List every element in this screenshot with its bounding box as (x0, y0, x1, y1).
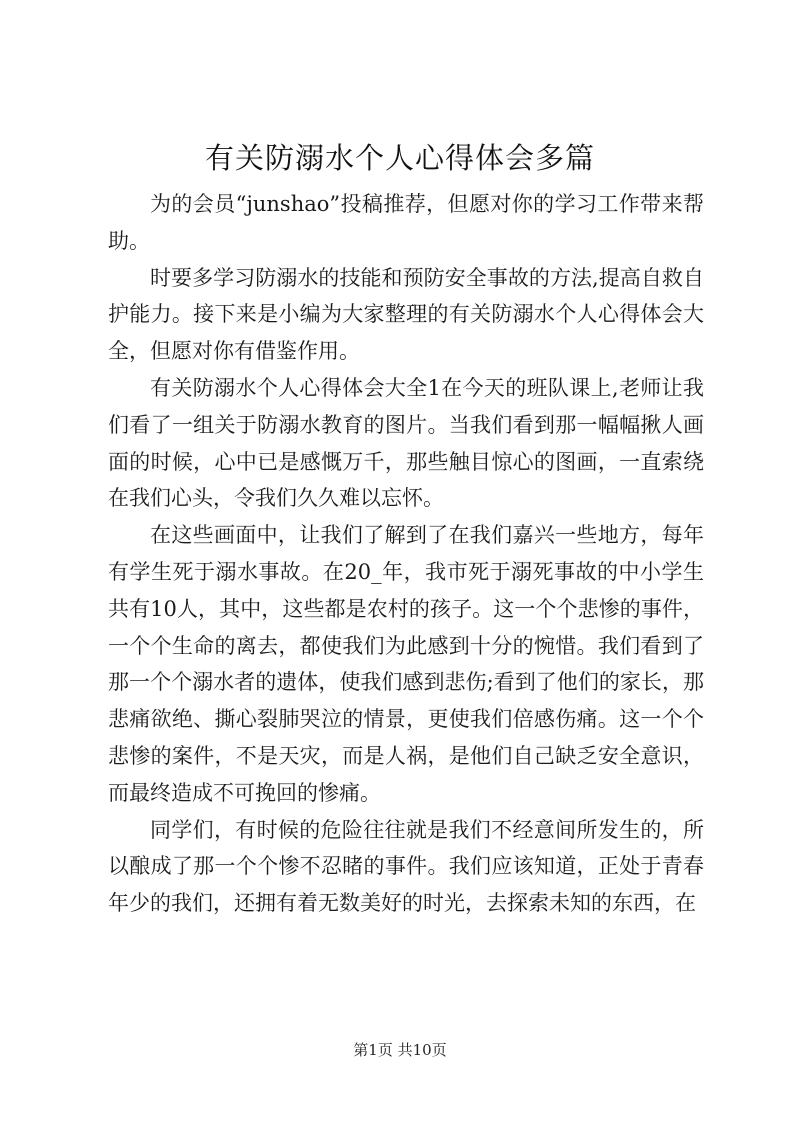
page-number-footer: 第1页 共10页 (353, 1041, 447, 1059)
document-title: 有关防溺水个人心得体会多篇 (204, 141, 595, 175)
paragraph-accidents: 在这些画面中，让我们了解到了在我们嘉兴一些地方，每年有学生死于溺水事故。在20_年，我市死于溺死事故的中小学生共有10人，其中，这些都是农村的孩子。这一个个悲惨的事件，一个个生命的离去，都使我们为此感到十分的惋惜。我们看到了那一个个溺水者的遗体，使我们感到悲伤;看到了他们的家长，那悲痛欲绝、撕心裂肺哭泣的情景，更使我们倍感伤痛。这一个个悲惨的案件，不是天灾，而是人祸，是他们自己缺乏安全意识，而最终造成不可挽回的惨痛。 (108, 523, 704, 805)
paragraph-class-lesson: 有关防溺水个人心得体会大全1在今天的班队课上,老师让我们看了一组关于防溺水教育的图片。当我们看到那一幅幅揪人画面的时候，心中已是感慨万千，那些触目惊心的图画，一直索绕在我们心头，令我们久久难以忘怀。 (108, 375, 704, 511)
paragraph-intro: 为的会员“junshao”投稿推荐，但愿对你的学习工作带来帮助。 (108, 192, 704, 253)
document-body (108, 186, 704, 922)
paragraph-warning: 同学们，有时候的危险往往就是我们不经意间所发生的，所以酿成了那一个个惨不忍睹的事件。我们应该知道，正处于青春年少的我们，还拥有着无数美好的时光，去探索未知的东西，在 (108, 817, 704, 916)
paragraph-summary: 时要多学习防溺水的技能和预防安全事故的方法,提高自救自护能力。接下来是小编为大家整理的有关防溺水个人心得体会大全，但愿对你有借鉴作用。 (108, 265, 704, 364)
